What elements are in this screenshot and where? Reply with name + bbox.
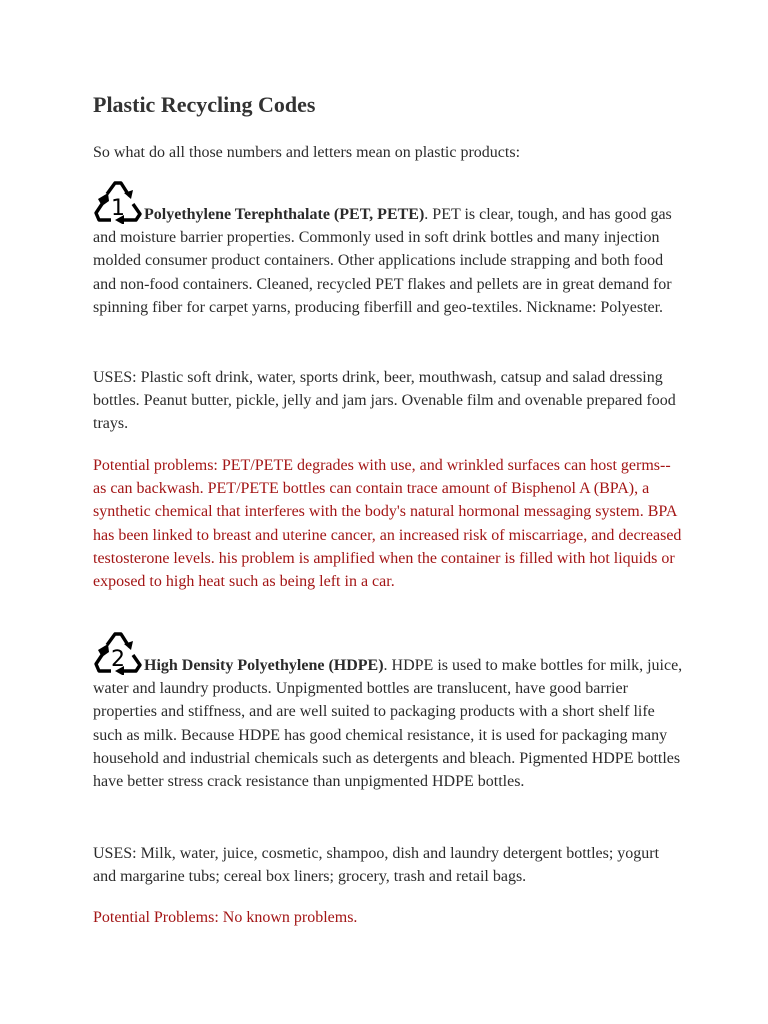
resin-code-number: 1 bbox=[111, 196, 125, 221]
code-1-uses: USES: Plastic soft drink, water, sports drink, beer, mouthwash, catsup and salad dressing bottles. Peanut butter, pickle, jelly and jam jars. Ovenable film and ovenable prepared food trays. bbox=[93, 369, 676, 433]
resin-name: High Density Polyethylene (HDPE) bbox=[144, 657, 384, 674]
code-1-problems: Potential problems: PET/PETE degrades with use, and wrinkled surfaces can host germs--as can backwash. PET/PETE bottles can contain trace amount of Bisphenol A (BPA), a synthetic chemical that interferes with the body's natural hormonal messaging system. BPA has been linked to breast and uterine cancer, an increased risk of miscarriage, and decreased testosterone levels. his problem is amplified when the container is filled with hot liquids or exposed to high heat such as being left in a car. bbox=[93, 457, 682, 591]
resin-description: . PET is clear, tough, and has good gas and moisture barrier properties. Commonly used in soft drink bottles and many injection molded consumer product containers. Other applications include strapping and both food and non-food containers. Cleaned, recycled PET flakes and pellets are in great demand for spinning fiber for carpet yarns, producing fiberfill and geo-textiles. Nickname: Polyester. bbox=[93, 206, 672, 316]
resin-code-number: 2 bbox=[111, 647, 125, 672]
page-title: Plastic Recycling Codes bbox=[93, 92, 316, 117]
resin-description: . HDPE is used to make bottles for milk, juice, water and laundry products. Unpigmented bottles are translucent, have good barrier properties and stiffness, and are well suited to packaging products with a short shelf life such as milk. Because HDPE has good chemical resistance, it is used for packaging many household and industrial chemicals such as detergents and bleach. Pigmented HDPE bottles have better stress crack resistance than unpigmented HDPE bottles. bbox=[93, 657, 683, 791]
code-2-problems: Potential Problems: No known problems. bbox=[93, 909, 358, 926]
intro-text: So what do all those numbers and letters mean on plastic products: bbox=[93, 144, 521, 161]
recycle-triangle-icon bbox=[93, 631, 143, 675]
code-2-uses: USES: Milk, water, juice, cosmetic, shampoo, dish and laundry detergent bottles; yogurt and margarine tubs; cereal box liners; grocery, trash and retail bags. bbox=[93, 845, 660, 886]
resin-name: Polyethylene Terephthalate (PET, PETE) bbox=[144, 206, 425, 223]
code-2-description bbox=[93, 631, 683, 793]
code-1-description bbox=[93, 180, 683, 319]
recycle-triangle-icon bbox=[93, 180, 143, 224]
